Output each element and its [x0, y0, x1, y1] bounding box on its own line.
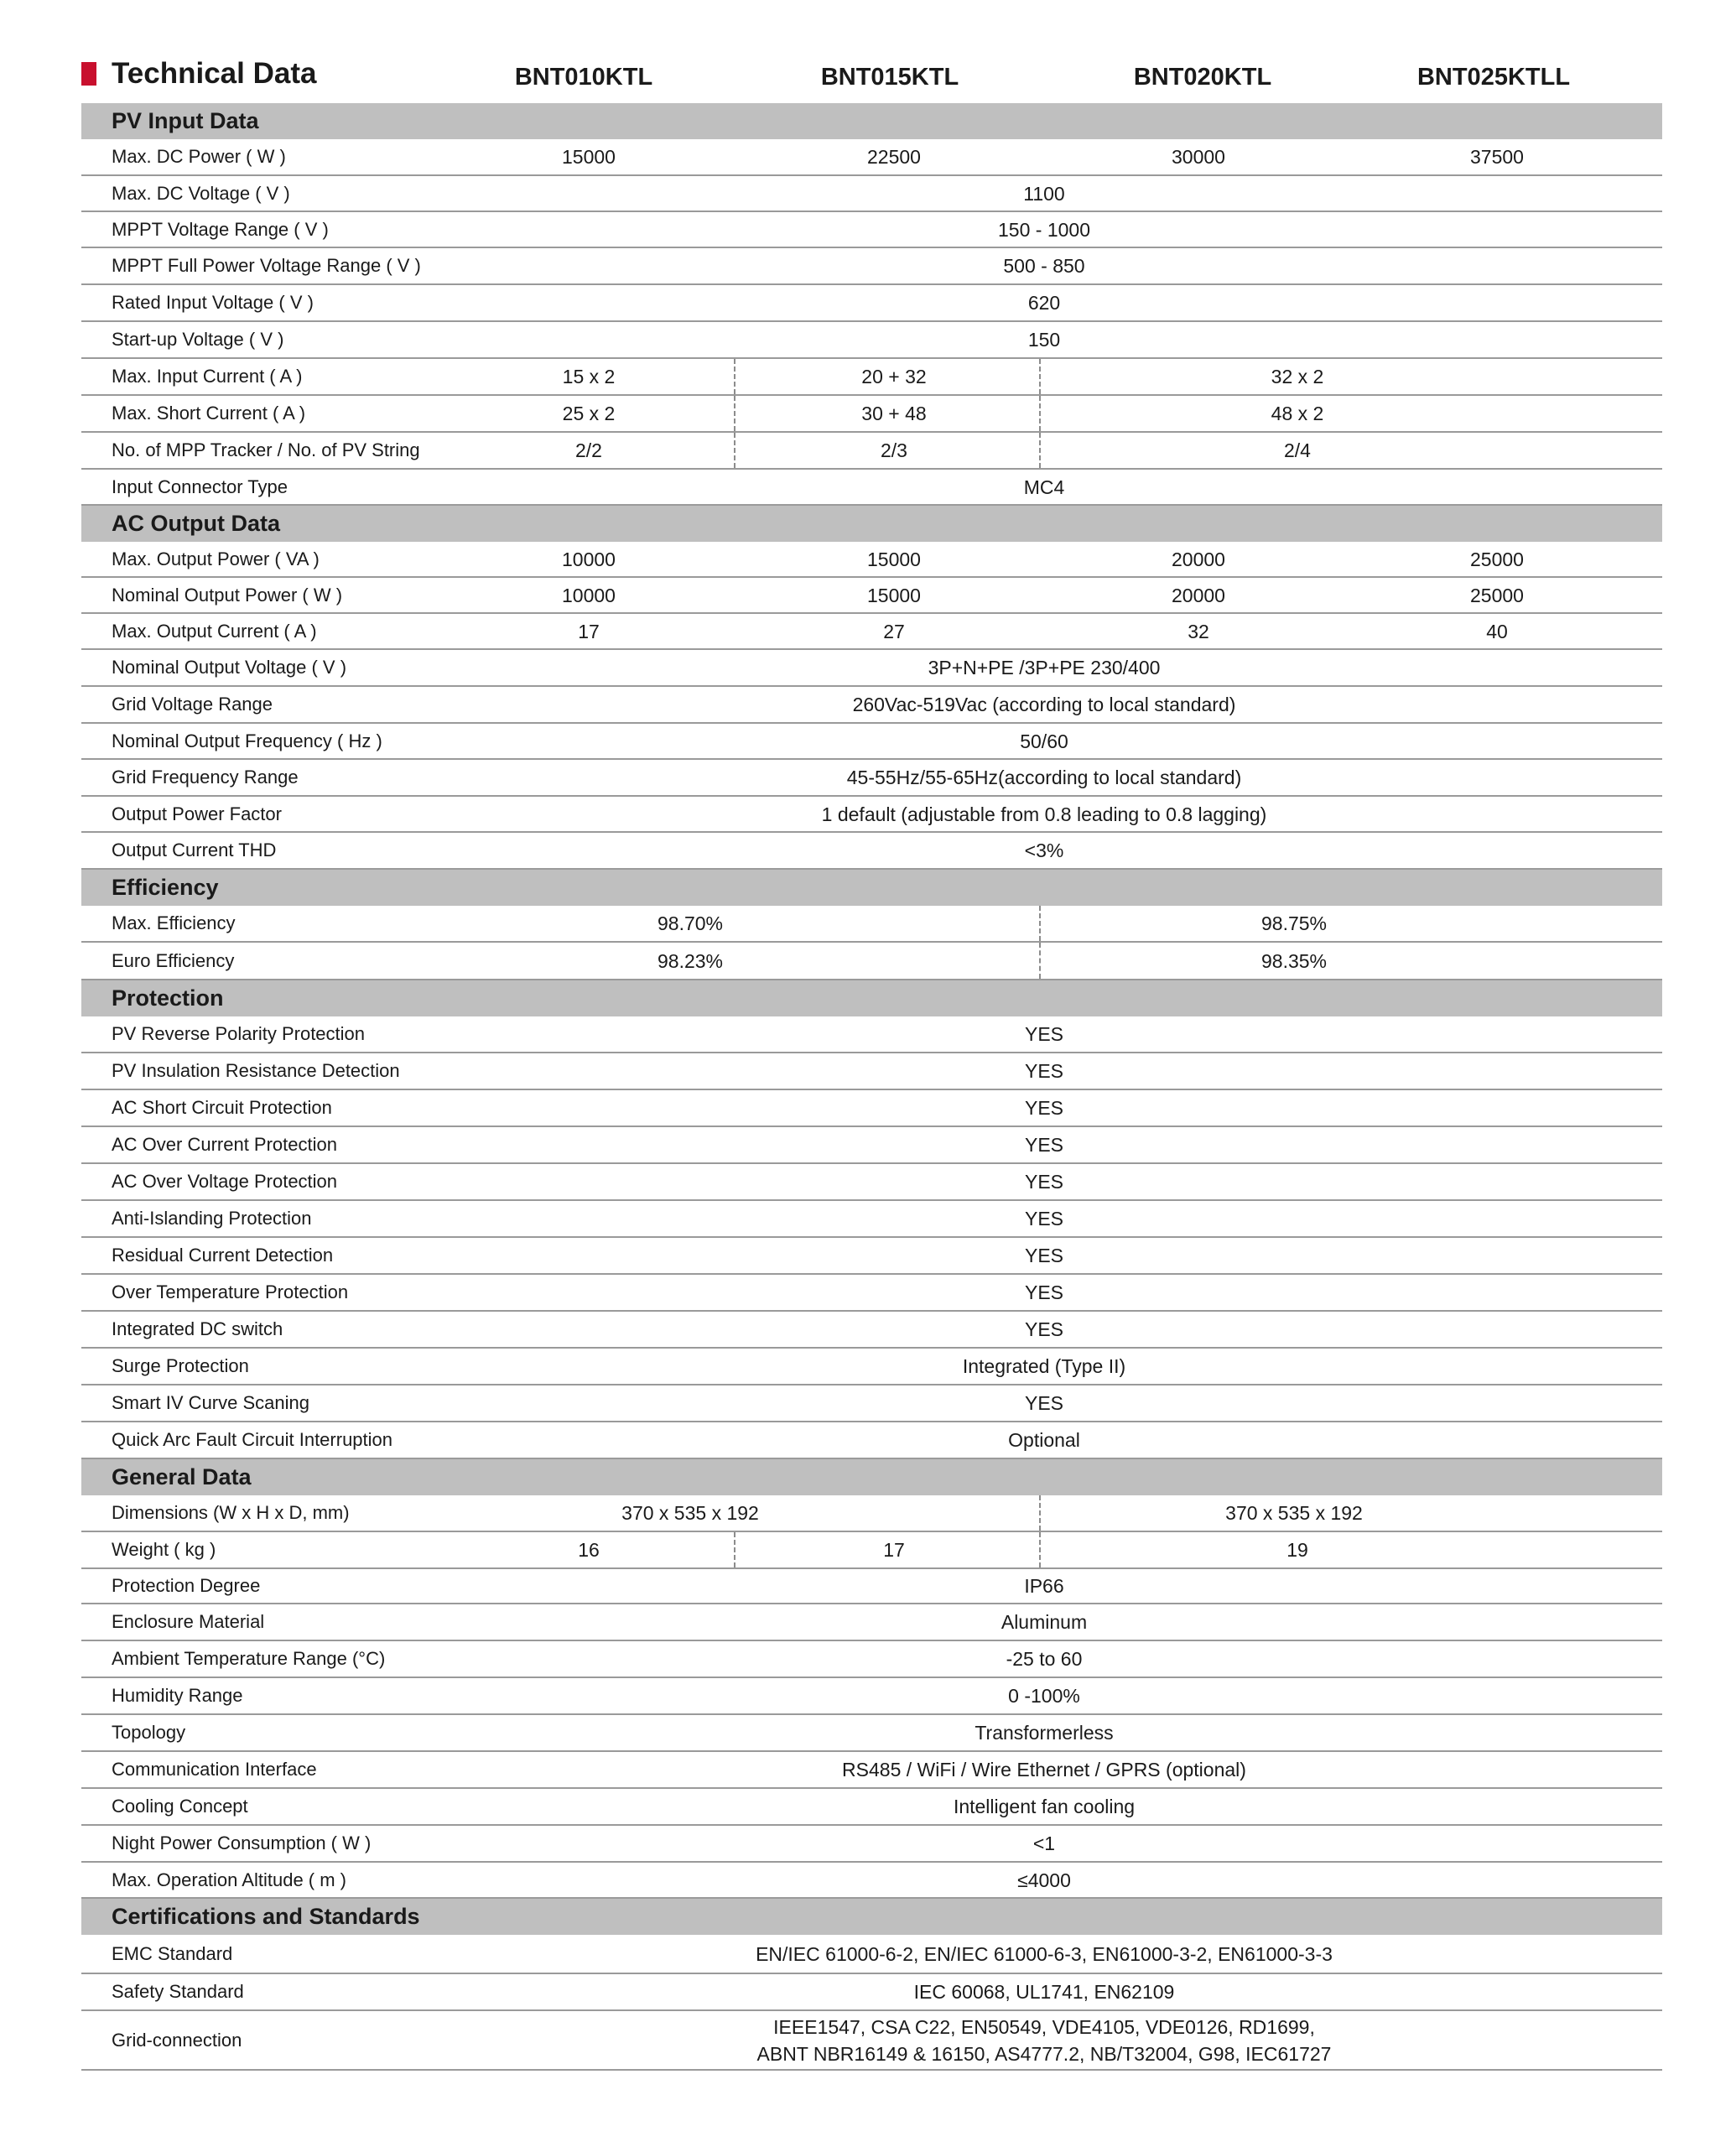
- column-divider: [1039, 1495, 1041, 1531]
- spec-label: Humidity Range: [112, 1685, 243, 1706]
- spec-value: 48 x 2: [1271, 403, 1324, 424]
- spec-value: IP66: [1024, 1575, 1064, 1597]
- spec-value: 150 - 1000: [998, 218, 1090, 241]
- spec-value: Intelligent fan cooling: [953, 1796, 1136, 1817]
- spec-row-rated-input-voltage-v: [81, 285, 1662, 322]
- spec-value: 50/60: [1020, 730, 1068, 752]
- model-header-bnt015ktl: BNT015KTL: [820, 64, 959, 91]
- spec-value: YES: [1024, 1208, 1064, 1229]
- spec-value: 30000: [1172, 146, 1225, 168]
- spec-value-line: IEEE1547, CSA C22, EN50549, VDE4105, VDE0126, RD1699,: [773, 2015, 1315, 2038]
- spec-label: Over Temperature Protection: [112, 1281, 349, 1302]
- spec-label: Protection Degree: [112, 1575, 261, 1596]
- spec-label: Residual Current Detection: [112, 1245, 334, 1266]
- spec-value: 20 + 32: [861, 366, 927, 387]
- spec-label: AC Short Circuit Protection: [112, 1097, 332, 1118]
- spec-row-max-output-power-va: [81, 542, 1662, 578]
- spec-row-output-power-factor: [81, 797, 1662, 833]
- spec-value: YES: [1024, 1023, 1064, 1045]
- spec-label: Weight ( kg ): [112, 1539, 216, 1560]
- spec-row-humidity-range: [81, 1678, 1662, 1715]
- spec-label: Max. Input Current ( A ): [112, 366, 303, 387]
- spec-label: PV Reverse Polarity Protection: [112, 1023, 366, 1044]
- column-divider: [1039, 396, 1041, 431]
- spec-row-no-of-mpp-tracker-no-of-pv-string: [81, 433, 1662, 470]
- model-header-bnt025ktl: BNT025KTLL: [1416, 64, 1571, 91]
- spec-value: 260Vac-519Vac (according to local standard): [852, 694, 1236, 715]
- spec-label: Euro Efficiency: [112, 949, 235, 971]
- spec-label: Nominal Output Power ( W ): [112, 584, 343, 606]
- spec-value: 15000: [867, 548, 921, 570]
- spec-row-pv-insulation-resistance-detection: [81, 1053, 1662, 1090]
- spec-value: YES: [1024, 1245, 1064, 1266]
- spec-label: PV Insulation Resistance Detection: [112, 1060, 400, 1081]
- spec-label: Night Power Consumption ( W ): [112, 1832, 372, 1853]
- spec-row-ac-short-circuit-protection: [81, 1090, 1662, 1127]
- spec-label: Grid Frequency Range: [112, 767, 299, 788]
- spec-value: YES: [1024, 1134, 1064, 1156]
- section-header-pv-input-data: [81, 103, 1662, 139]
- spec-value: YES: [1024, 1171, 1064, 1193]
- spec-label: Ambient Temperature Range (°C): [112, 1648, 386, 1669]
- spec-row-pv-reverse-polarity-protection: [81, 1016, 1662, 1053]
- spec-value: 10000: [562, 548, 616, 570]
- spec-row-max-short-current-a: [81, 396, 1662, 433]
- spec-label: MPPT Voltage Range ( V ): [112, 218, 329, 240]
- section-header-general-data: [81, 1459, 1662, 1495]
- spec-value: Transformerless: [975, 1722, 1114, 1744]
- spec-value: 37500: [1470, 146, 1524, 168]
- spec-value: 370 x 535 x 192: [621, 1502, 759, 1524]
- section-title: Efficiency: [112, 875, 219, 900]
- spec-value: <3%: [1024, 840, 1064, 861]
- spec-value: YES: [1024, 1392, 1064, 1414]
- spec-row-protection-degree: [81, 1569, 1662, 1604]
- spec-value: 98.70%: [657, 912, 723, 934]
- spec-value: 17: [883, 1539, 905, 1561]
- spec-row-over-temperature-protection: [81, 1275, 1662, 1312]
- spec-value: 15 x 2: [562, 366, 616, 387]
- spec-label: Max. DC Voltage ( V ): [112, 182, 290, 204]
- spec-label: Start-up Voltage ( V ): [112, 329, 284, 350]
- spec-value: 1 default (adjustable from 0.8 leading to 0.8 lagging): [821, 803, 1267, 825]
- spec-value: 500 - 850: [1003, 255, 1085, 277]
- section-title: AC Output Data: [112, 511, 280, 536]
- spec-value: 19: [1286, 1539, 1308, 1561]
- spec-value: 45-55Hz/55-65Hz(according to local standard): [846, 767, 1242, 788]
- spec-row-max-dc-power-w: [81, 139, 1662, 176]
- spec-label: Quick Arc Fault Circuit Interruption: [112, 1429, 393, 1450]
- spec-row-mppt-full-power-voltage-range-v: [81, 248, 1662, 285]
- spec-row-max-operation-altitude-m: [81, 1863, 1662, 1899]
- spec-value: YES: [1024, 1060, 1064, 1082]
- spec-value: RS485 / WiFi / Wire Ethernet / GPRS (optional): [842, 1759, 1246, 1781]
- spec-value: 25000: [1470, 548, 1524, 570]
- spec-label: EMC Standard: [112, 1942, 233, 1964]
- spec-value: 15000: [562, 146, 616, 168]
- spec-value: [574, 2011, 1514, 2069]
- spec-label: AC Over Current Protection: [112, 1134, 337, 1155]
- spec-value: 2/2: [575, 439, 602, 461]
- column-divider: [1039, 433, 1041, 468]
- spec-label: Dimensions (W x H x D, mm): [112, 1502, 350, 1523]
- spec-row-anti-islanding-protection: [81, 1201, 1662, 1238]
- spec-value: MC4: [1023, 476, 1065, 498]
- spec-label: AC Over Voltage Protection: [112, 1171, 338, 1192]
- spec-label: Surge Protection: [112, 1355, 249, 1376]
- spec-value-line: ABNT NBR16149 & 16150, AS4777.2, NB/T32004, G98, IEC61727: [756, 2042, 1332, 2065]
- spec-row-max-efficiency: [81, 906, 1662, 943]
- spec-row-max-input-current-a: [81, 359, 1662, 396]
- spec-label: No. of MPP Tracker / No. of PV String: [112, 439, 420, 460]
- model-header-bnt020ktl: BNT020KTL: [1133, 64, 1272, 91]
- spec-value: 3P+N+PE /3P+PE 230/400: [928, 657, 1161, 678]
- spec-value: 27: [883, 620, 905, 642]
- section-header-protection: [81, 980, 1662, 1016]
- spec-row-topology: [81, 1715, 1662, 1752]
- spec-label: Cooling Concept: [112, 1796, 248, 1817]
- spec-value: 15000: [867, 584, 921, 606]
- spec-label: Integrated DC switch: [112, 1318, 283, 1339]
- spec-value: 22500: [867, 146, 921, 168]
- spec-row-dimensions-w-x-h-x-d-mm: [81, 1495, 1662, 1532]
- spec-value: -25 to 60: [1006, 1648, 1083, 1670]
- sheet-title: Technical Data: [112, 57, 317, 90]
- section-header-certifications-and-standards: [81, 1899, 1662, 1935]
- spec-row-integrated-dc-switch: [81, 1312, 1662, 1349]
- spec-value: IEC 60068, UL1741, EN62109: [913, 1981, 1175, 2003]
- spec-row-weight-kg: [81, 1532, 1662, 1569]
- spec-label: Communication Interface: [112, 1759, 317, 1780]
- spec-row-cooling-concept: [81, 1789, 1662, 1826]
- spec-label: Enclosure Material: [112, 1611, 265, 1632]
- spec-label: Grid-connection: [112, 2029, 242, 2051]
- spec-row-ac-over-voltage-protection: [81, 1164, 1662, 1201]
- title-row: [81, 52, 1662, 99]
- spec-value: 370 x 535 x 192: [1225, 1502, 1363, 1524]
- spec-label: Output Power Factor: [112, 803, 282, 824]
- spec-label: Smart IV Curve Scaning: [112, 1392, 309, 1413]
- spec-row-residual-current-detection: [81, 1238, 1662, 1275]
- spec-value: Optional: [1008, 1429, 1080, 1451]
- spec-row-max-output-current-a: [81, 614, 1662, 650]
- spec-value: YES: [1024, 1318, 1064, 1340]
- spec-row-emc-standard: [81, 1935, 1662, 1974]
- spec-value: 98.23%: [657, 949, 723, 972]
- section-title: General Data: [112, 1464, 252, 1489]
- spec-label: Output Current THD: [112, 840, 277, 860]
- spec-value: 25000: [1470, 584, 1524, 606]
- spec-value: 20000: [1172, 584, 1225, 606]
- spec-label: Max. Efficiency: [112, 912, 236, 933]
- spec-value: 150: [1027, 329, 1061, 351]
- spec-row-grid-voltage-range: [81, 687, 1662, 724]
- spec-row-smart-iv-curve-scaning: [81, 1385, 1662, 1422]
- spec-value: 17: [578, 620, 600, 642]
- spec-label: Anti-Islanding Protection: [112, 1208, 312, 1229]
- spec-value: 32 x 2: [1271, 366, 1324, 387]
- spec-label: Topology: [112, 1722, 186, 1743]
- spec-row-communication-interface: [81, 1752, 1662, 1789]
- spec-row-euro-efficiency: [81, 943, 1662, 980]
- spec-value: YES: [1024, 1097, 1064, 1119]
- spec-label: Max. Output Current ( A ): [112, 620, 317, 642]
- spec-row-nominal-output-power-w: [81, 578, 1662, 614]
- section-header-ac-output-data: [81, 506, 1662, 542]
- spec-value: 98.35%: [1260, 949, 1327, 972]
- spec-row-grid-connection: [81, 2011, 1662, 2071]
- spec-value: 2/4: [1284, 439, 1311, 461]
- spec-label: Max. Output Power ( VA ): [112, 548, 320, 569]
- column-divider: [1039, 359, 1041, 394]
- spec-row-safety-standard: [81, 1974, 1662, 2011]
- spec-table: [81, 103, 1662, 2071]
- spec-label: Safety Standard: [112, 1981, 244, 2002]
- section-title: Protection: [112, 985, 224, 1011]
- spec-row-quick-arc-fault-circuit-interruption: [81, 1422, 1662, 1459]
- spec-row-output-current-thd: [81, 833, 1662, 870]
- column-divider: [734, 396, 735, 431]
- section-title: Certifications and Standards: [112, 1904, 420, 1929]
- red-square-marker: [81, 62, 96, 86]
- spec-label: Max. Short Current ( A ): [112, 403, 306, 424]
- spec-value: 10000: [562, 584, 616, 606]
- spec-value: 30 + 48: [861, 403, 927, 424]
- spec-row-input-connector-type: [81, 470, 1662, 506]
- section-title: PV Input Data: [112, 108, 259, 133]
- spec-row-night-power-consumption-w: [81, 1826, 1662, 1863]
- spec-value: EN/IEC 61000-6-2, EN/IEC 61000-6-3, EN61000-3-2, EN61000-3-3: [756, 1942, 1333, 1965]
- spec-value: <1: [1032, 1832, 1056, 1854]
- spec-value: 2/3: [881, 439, 907, 461]
- spec-value: Integrated (Type II): [962, 1355, 1126, 1377]
- spec-row-enclosure-material: [81, 1604, 1662, 1641]
- column-divider: [734, 1532, 735, 1567]
- spec-value: 620: [1027, 292, 1061, 314]
- spec-row-nominal-output-frequency-hz: [81, 724, 1662, 760]
- model-header-bnt010ktl: BNT010KTL: [514, 64, 653, 91]
- spec-row-mppt-voltage-range-v: [81, 212, 1662, 248]
- spec-row-ambient-temperature-range-c: [81, 1641, 1662, 1678]
- spec-value: 20000: [1172, 548, 1225, 570]
- spec-label: MPPT Full Power Voltage Range ( V ): [112, 255, 421, 276]
- spec-value: 16: [578, 1539, 600, 1561]
- spec-row-start-up-voltage-v: [81, 322, 1662, 359]
- spec-label: Grid Voltage Range: [112, 694, 273, 715]
- spec-value: 98.75%: [1260, 912, 1327, 934]
- column-divider: [1039, 1532, 1041, 1567]
- spec-value: Aluminum: [1001, 1611, 1088, 1633]
- spec-label: Max. DC Power ( W ): [112, 146, 286, 167]
- spec-row-nominal-output-voltage-v: [81, 650, 1662, 687]
- spec-value: 1100: [1023, 182, 1065, 205]
- spec-label: Nominal Output Voltage ( V ): [112, 657, 347, 678]
- spec-label: Rated Input Voltage ( V ): [112, 292, 314, 313]
- column-divider: [1039, 906, 1041, 941]
- section-header-efficiency: [81, 870, 1662, 906]
- spec-value: 40: [1486, 620, 1508, 642]
- spec-value: ≤4000: [1017, 1869, 1071, 1891]
- column-divider: [734, 433, 735, 468]
- spec-value: YES: [1024, 1281, 1064, 1303]
- spec-row-surge-protection: [81, 1349, 1662, 1385]
- column-divider: [1039, 943, 1041, 979]
- spec-value: 25 x 2: [562, 403, 616, 424]
- spec-label: Max. Operation Altitude ( m ): [112, 1869, 346, 1890]
- spec-label: Input Connector Type: [112, 476, 288, 497]
- spec-label: Nominal Output Frequency ( Hz ): [112, 730, 382, 751]
- spec-row-ac-over-current-protection: [81, 1127, 1662, 1164]
- spec-row-max-dc-voltage-v: [81, 176, 1662, 212]
- spec-value: 0 -100%: [1008, 1685, 1080, 1707]
- spec-value: 32: [1188, 620, 1209, 642]
- column-divider: [734, 359, 735, 394]
- spec-row-grid-frequency-range: [81, 760, 1662, 797]
